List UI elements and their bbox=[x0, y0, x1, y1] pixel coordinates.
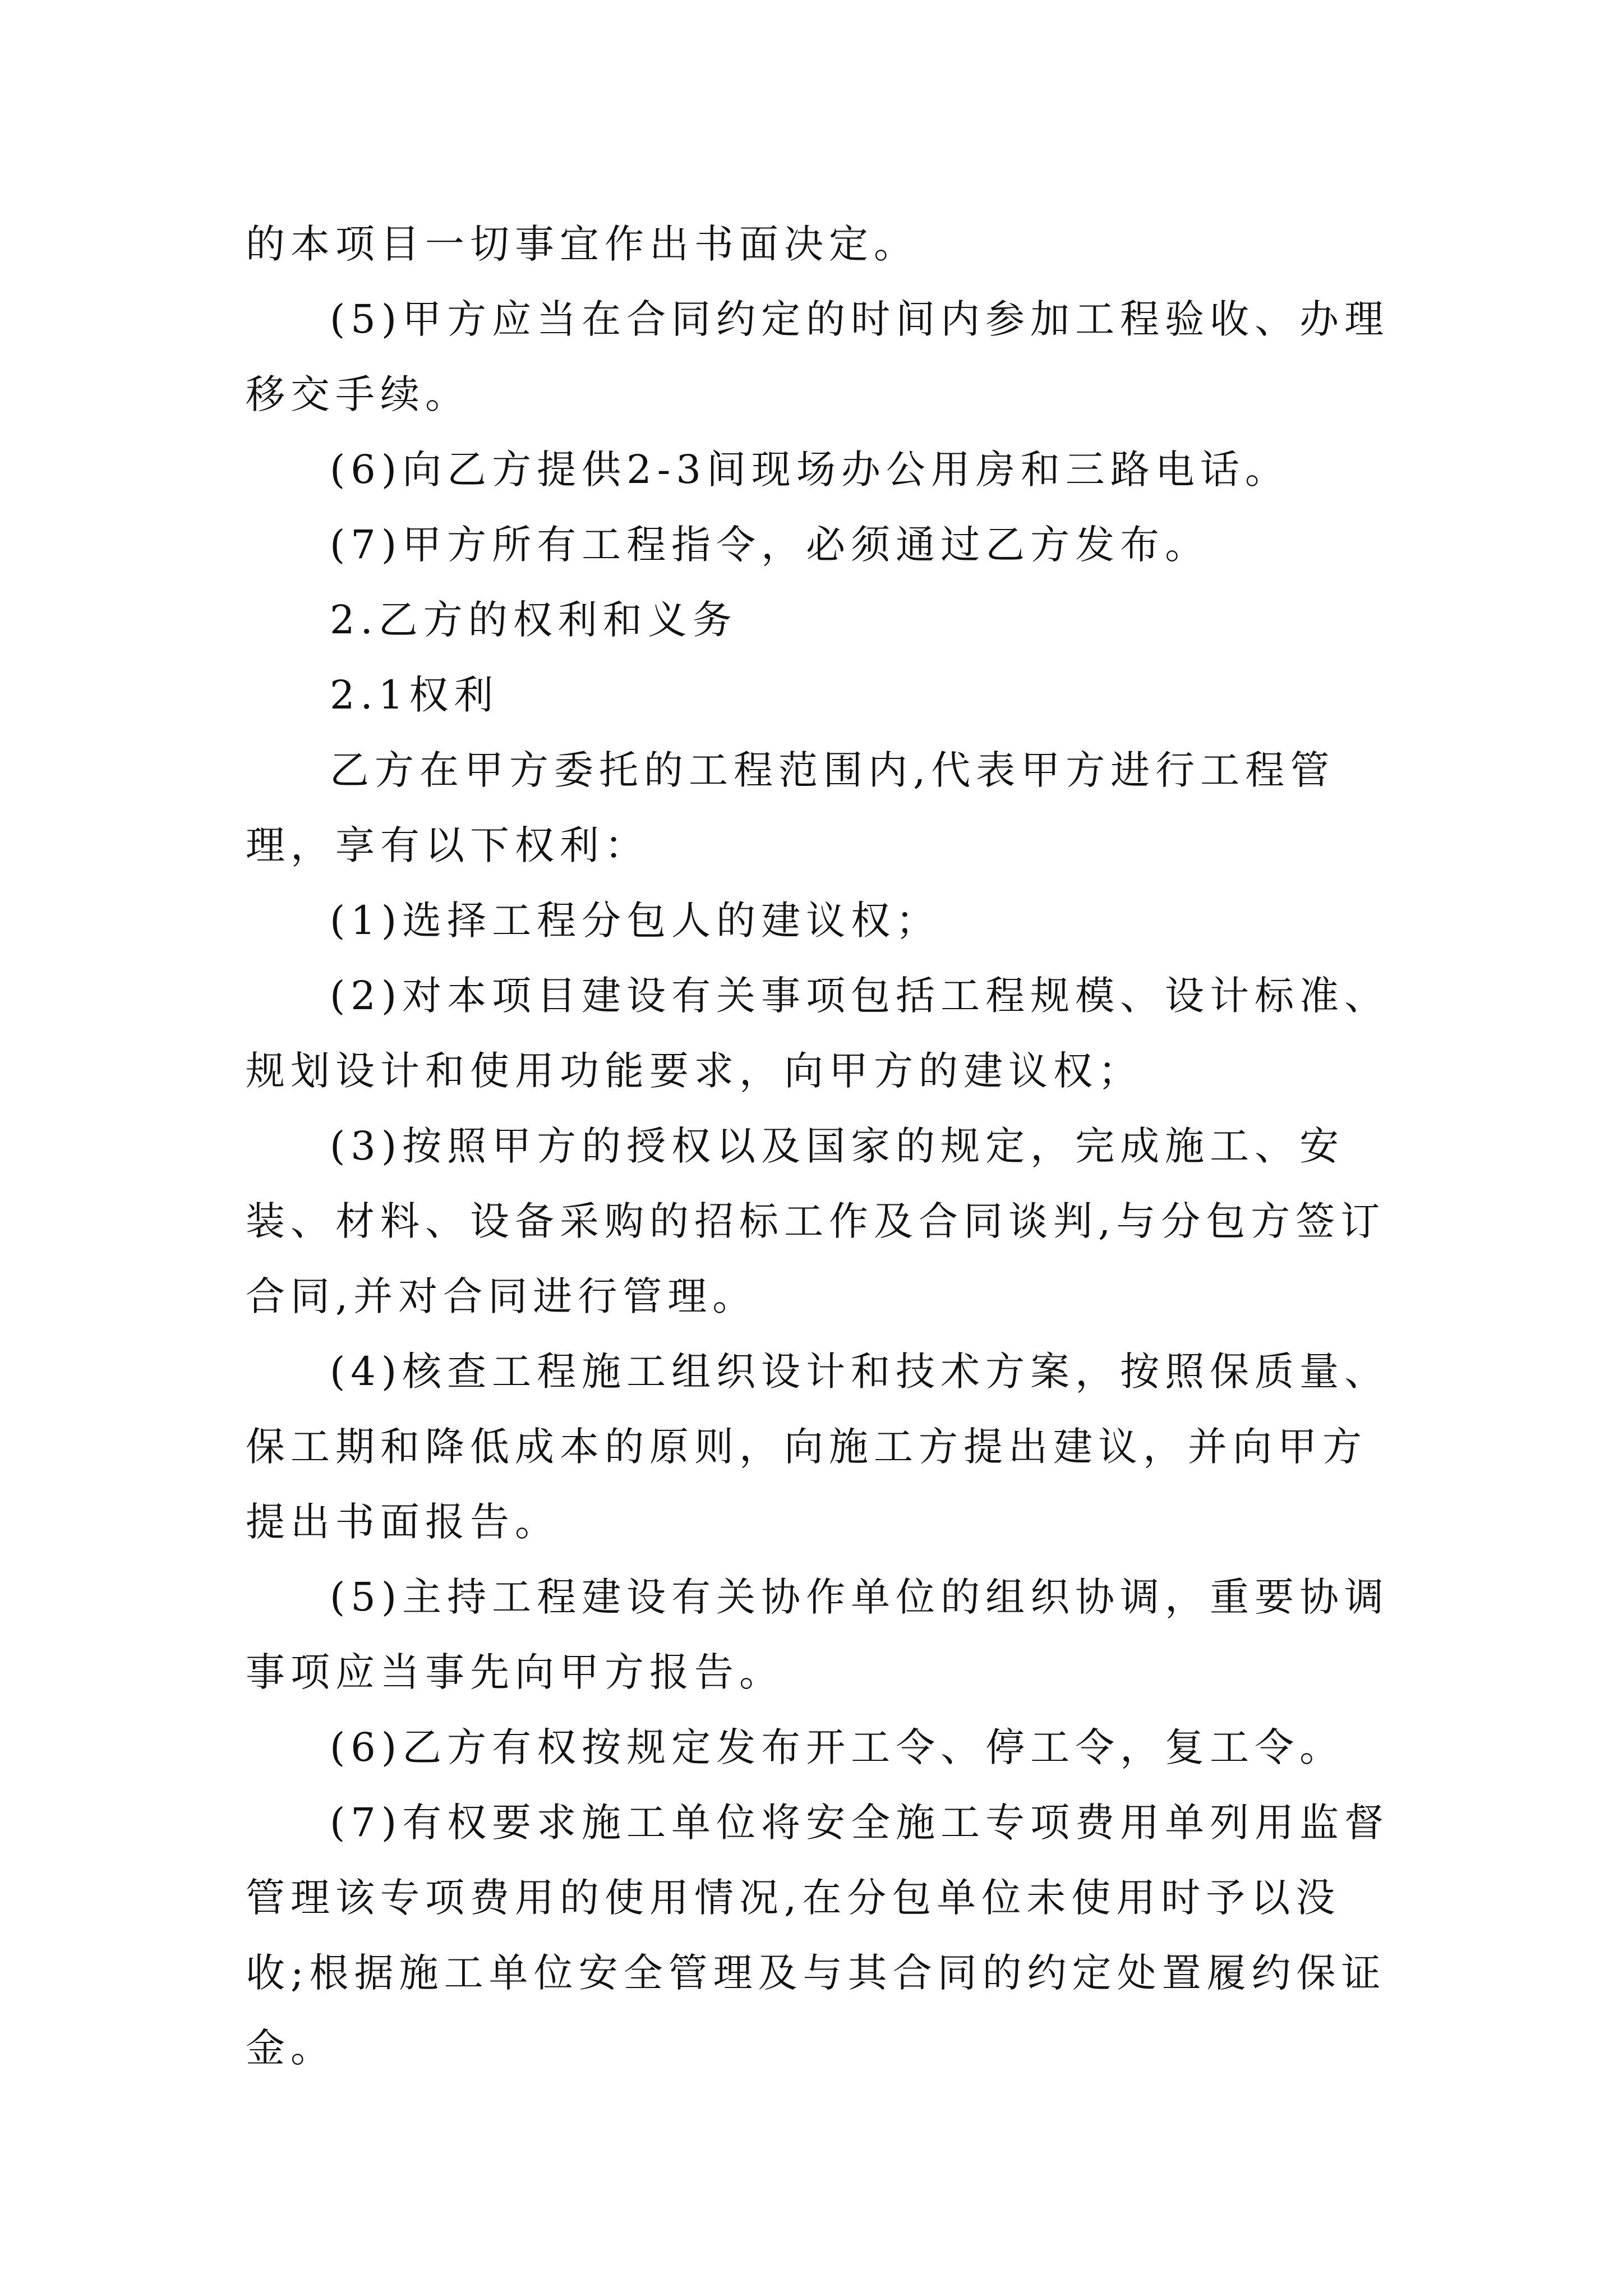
paragraph-party-b-item-6: (6)乙方有权按规定发布开工令、停工令，复工令。 bbox=[330, 1724, 1345, 1770]
subsection-heading-rights: 2.1权利 bbox=[330, 672, 499, 718]
paragraph-party-b-item-2: (2)对本项目建设有关事项包括工程规模、设计标准、规划设计和使用功能要求，向甲方的建议权； bbox=[246, 973, 1390, 1094]
paragraph-party-a-item-7: (7)甲方所有工程指令，必须通过乙方发布。 bbox=[330, 522, 1210, 568]
document-body bbox=[246, 206, 1390, 2086]
paragraph-party-a-item-6: (6)向乙方提供2-3间现场办公用房和三路电话。 bbox=[330, 447, 1290, 493]
section-heading-party-b: 2.乙方的权利和义务 bbox=[330, 597, 737, 643]
paragraph-party-b-item-7: (7)有权要求施工单位将安全施工专项费用单列用监督管理该专项费用的使用情况,在分包单位未使用时予以没收;根据施工单位安全管理及与其合同的约定处置履约保证金。 bbox=[246, 1800, 1390, 2071]
paragraph-party-a-item-5: (5)甲方应当在合同约定的时间内参加工程验收、办理移交手续。 bbox=[246, 296, 1390, 417]
paragraph-party-b-item-5: (5)主持工程建设有关协作单位的组织协调，重要协调事项应当事先向甲方报告。 bbox=[246, 1574, 1390, 1695]
paragraph-party-b-item-1: (1)选择工程分包人的建议权； bbox=[330, 898, 941, 944]
paragraph-continuation: 的本项目一切事宜作出书面决定。 bbox=[246, 221, 919, 267]
paragraph-party-b-item-3: (3)按照甲方的授权以及国家的规定，完成施工、安装、材料、设备采购的招标工作及合同谈判,与分包方签订合同,并对合同进行管理。 bbox=[246, 1123, 1386, 1319]
paragraph-party-b-item-4: (4)核查工程施工组织设计和技术方案，按照保质量、保工期和降低成本的原则，向施工方提出建议，并向甲方提出书面报告。 bbox=[246, 1349, 1390, 1545]
paragraph-rights-intro: 乙方在甲方委托的工程范围内,代表甲方进行工程管理，享有以下权利： bbox=[246, 747, 1335, 868]
